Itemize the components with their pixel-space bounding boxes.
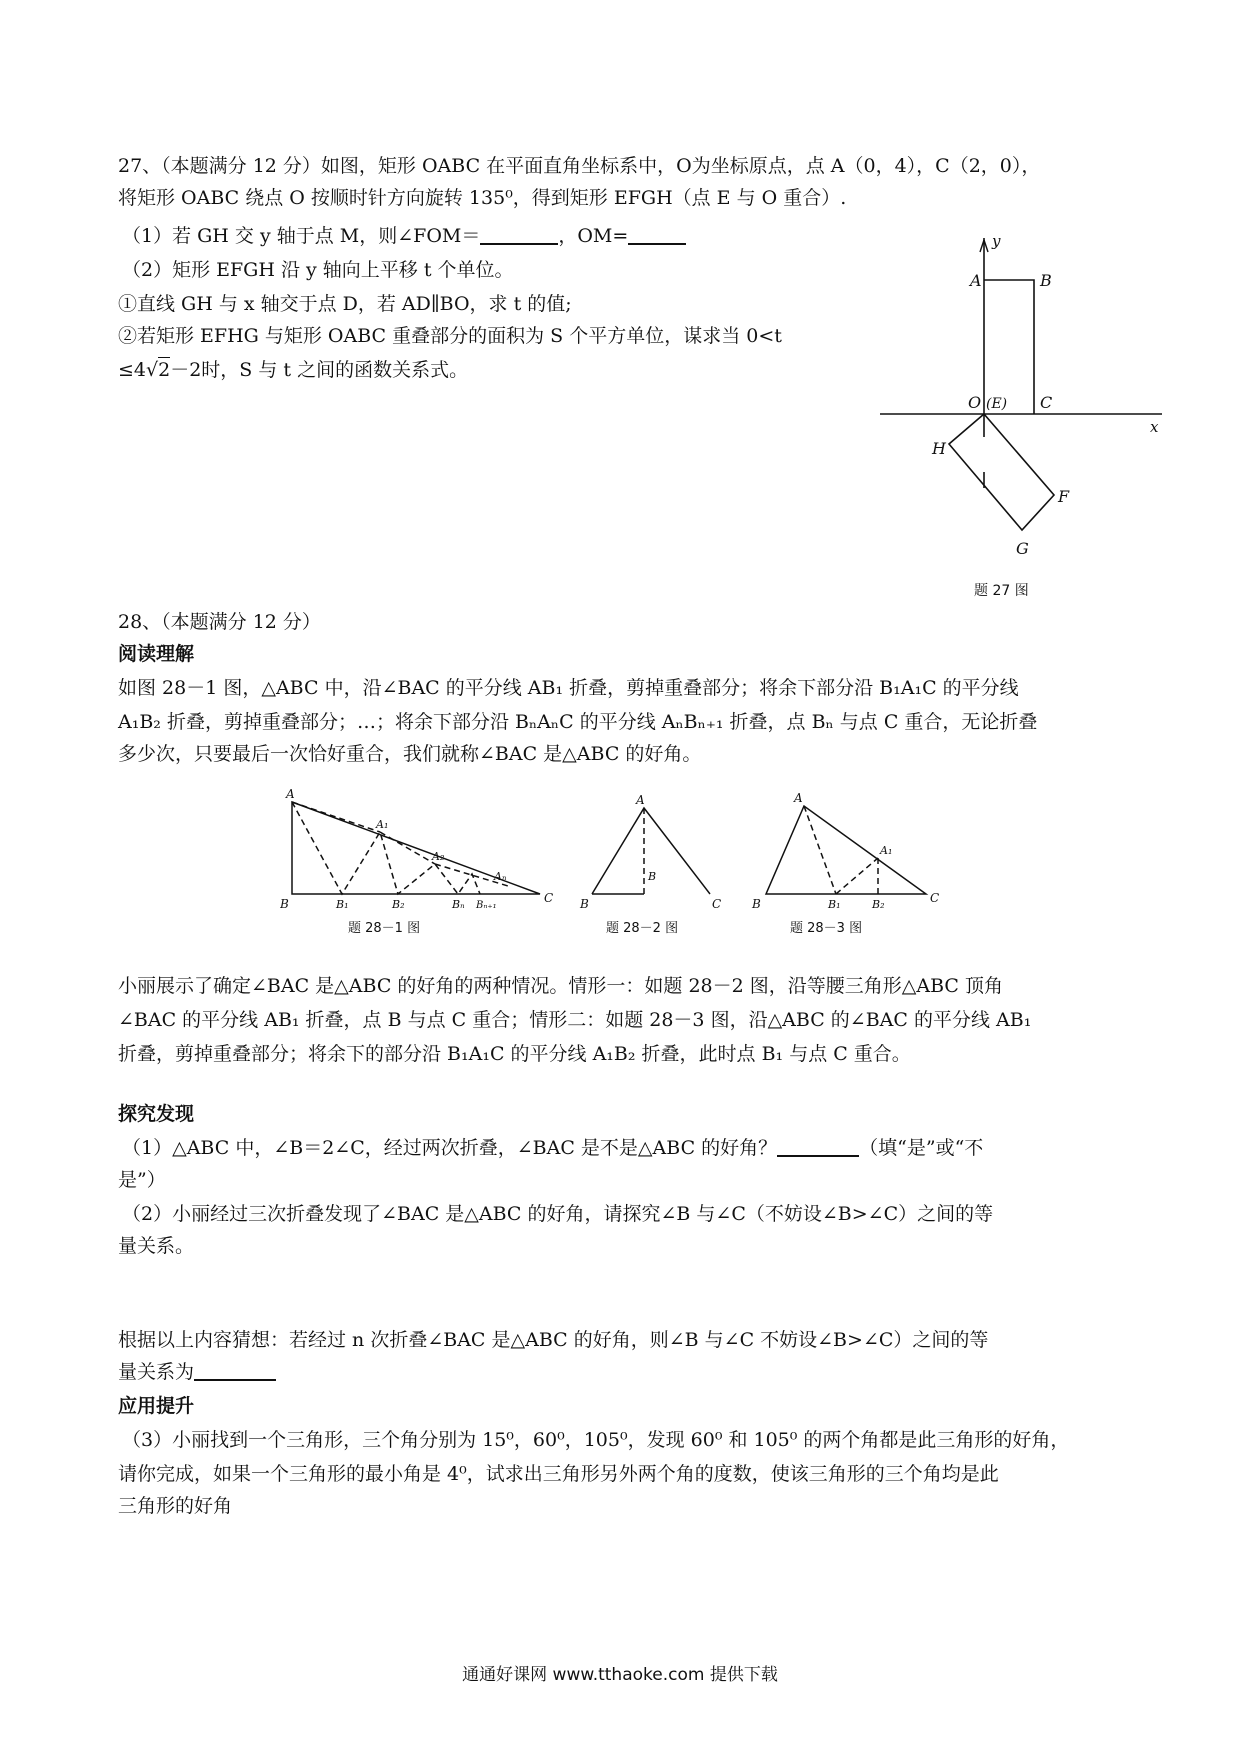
explore-q1-text: （1）△ABC 中，∠B＝2∠C，经过两次折叠，∠BAC 是不是△ABC 的好角？ bbox=[122, 1137, 778, 1159]
q28-header: 28、（本题满分 12 分） bbox=[118, 611, 321, 633]
f3-label-b: B bbox=[752, 897, 761, 911]
rectangle-oabc bbox=[984, 280, 1034, 414]
reading-line1: 如图 28－1 图，△ABC 中，沿∠BAC 的平分线 AB₁ 折叠，剪掉重叠部分；将余下部分沿 B₁A₁C 的平分线 bbox=[118, 677, 1019, 699]
reading-title: 阅读理解 bbox=[118, 643, 195, 665]
label-e: (E) bbox=[986, 396, 1008, 412]
f1-label-b1: B₁ bbox=[336, 898, 349, 911]
fold-lines-28-1 bbox=[292, 802, 508, 894]
reading-line2: A₁B₂ 折叠，剪掉重叠部分；…；将余下部分沿 BₙAₙC 的平分线 AₙBₙ₊₁ 折叠，点 Bₙ 与点 C 重合，无论折叠 bbox=[118, 711, 1038, 733]
footer: 通通好课网 www.tthaoke.com 提供下载 bbox=[462, 1665, 778, 1685]
rectangle-efgh bbox=[949, 414, 1054, 530]
f3-label-a: A bbox=[794, 791, 803, 805]
figure-28-3 bbox=[766, 806, 926, 894]
figure-27 bbox=[870, 232, 1170, 622]
explore-q1-end: 是”） bbox=[118, 1169, 166, 1191]
q27-part1-text-b: ，OM= bbox=[558, 225, 629, 247]
label-b: B bbox=[1040, 271, 1052, 290]
fold-lines-28-3 bbox=[804, 806, 878, 894]
q27-intro-line1: 27、（本题满分 12 分）如图，矩形 OABC 在平面直角坐标系中，O为坐标原点，点 A（0，4），C（2，0）， bbox=[118, 155, 1041, 177]
q27-intro-line2: 将矩形 OABC 绕点 O 按顺时针方向旋转 135⁰，得到矩形 EFGH（点 E 与 O 重合）. bbox=[118, 187, 847, 209]
f1-label-c: C bbox=[544, 891, 554, 905]
blank-om[interactable] bbox=[628, 223, 686, 245]
reading-line3: 多少次，只要最后一次恰好重合，我们就称∠BAC 是△ABC 的好角。 bbox=[118, 743, 702, 765]
figure-28-1-caption: 题 28－1 图 bbox=[348, 921, 421, 936]
q27-part2-iii bbox=[118, 356, 468, 384]
label-y: y bbox=[992, 232, 1001, 250]
f1-label-an: Aₙ bbox=[494, 870, 507, 883]
f2-label-c: C bbox=[712, 897, 722, 911]
f1-label-a1: A₁ bbox=[376, 818, 389, 831]
guess-text: 量关系为 bbox=[118, 1361, 195, 1383]
f2-label-b1: B bbox=[648, 870, 657, 883]
blank-good-angle[interactable] bbox=[777, 1135, 859, 1157]
label-a: A bbox=[970, 271, 982, 290]
label-f: F bbox=[1058, 487, 1070, 506]
q27-part2-iii-pre: ≤4 bbox=[118, 359, 147, 381]
f2-label-b: B bbox=[580, 897, 589, 911]
q27-part2-i: ①直线 GH 与 x 轴交于点 D，若 AD∥BO，求 t 的值; bbox=[118, 293, 572, 315]
blank-fom[interactable] bbox=[480, 223, 558, 245]
explore-q2-line1: （2）小丽经过三次折叠发现了∠BAC 是△ABC 的好角，请探究∠B 与∠C（不妨设∠B>∠C）之间的等 bbox=[122, 1203, 994, 1225]
q27-part2-iii-post: －2时，S 与 t 之间的函数关系式。 bbox=[170, 359, 469, 381]
f3-label-c: C bbox=[930, 891, 940, 905]
apply-title: 应用提升 bbox=[118, 1395, 195, 1417]
label-x: x bbox=[1150, 418, 1159, 436]
explore-q2-line2: 量关系。 bbox=[118, 1235, 195, 1257]
apply-line3: 三角形的好角 bbox=[118, 1495, 233, 1517]
f3-label-a1: A₁ bbox=[880, 844, 893, 857]
f1-label-a2: A₂ bbox=[432, 850, 445, 863]
explore-q1 bbox=[122, 1134, 983, 1162]
explore-q1-hint: （填“是”或“不 bbox=[859, 1137, 984, 1159]
sqrt-sign: √ bbox=[146, 359, 159, 381]
q27-part1 bbox=[122, 222, 686, 250]
figure-28-3-caption: 题 28－3 图 bbox=[790, 921, 863, 936]
q27-part2: （2）矩形 EFGH 沿 y 轴向上平移 t 个单位。 bbox=[122, 259, 514, 281]
guess-line2 bbox=[118, 1358, 276, 1386]
sqrt-radicand: 2 bbox=[158, 359, 171, 381]
f1-label-b: B bbox=[280, 897, 289, 911]
apply-line2: 请你完成，如果一个三角形的最小角是 4⁰，试求出三角形另外两个角的度数，使该三角形的三个角均是此 bbox=[118, 1463, 999, 1485]
explore-title: 探究发现 bbox=[118, 1103, 195, 1125]
f1-label-a: A bbox=[286, 787, 295, 801]
figures-28 bbox=[280, 782, 960, 942]
label-g: G bbox=[1016, 539, 1029, 558]
f3-label-b1: B₁ bbox=[828, 898, 841, 911]
figure-28-2-caption: 题 28－2 图 bbox=[606, 921, 679, 936]
blank-relation[interactable] bbox=[194, 1359, 276, 1381]
figure-27-caption: 题 27 图 bbox=[974, 583, 1029, 599]
q27-part2-ii: ②若矩形 EFHG 与矩形 OABC 重叠部分的面积为 S 个平方单位，谋求当 0<t bbox=[118, 325, 782, 347]
f2-label-a: A bbox=[636, 793, 645, 807]
situation-line1: 小丽展示了确定∠BAC 是△ABC 的好角的两种情况。情形一：如题 28－2 图，沿等腰三角形△ABC 顶角 bbox=[118, 975, 1003, 997]
situation-line3: 折叠，剪掉重叠部分；将余下的部分沿 B₁A₁C 的平分线 A₁B₂ 折叠，此时点 B₁ 与点 C 重合。 bbox=[118, 1043, 911, 1065]
apply-line1: （3）小丽找到一个三角形，三个角分别为 15⁰，60⁰，105⁰，发现 60⁰ 和 105⁰ 的两个角都是此三角形的好角， bbox=[122, 1429, 1070, 1451]
label-o: O bbox=[968, 393, 982, 412]
f1-label-b2: B₂ bbox=[392, 898, 405, 911]
f1-label-bn1: Bₙ₊₁ bbox=[476, 900, 497, 911]
q27-part1-text-a: （1）若 GH 交 y 轴于点 M，则∠FOM＝ bbox=[122, 225, 481, 247]
f3-label-b2: B₂ bbox=[872, 898, 885, 911]
triangle-28-3 bbox=[766, 806, 926, 894]
label-h: H bbox=[932, 439, 946, 458]
situation-line2: ∠BAC 的平分线 AB₁ 折叠，点 B 与点 C 重合；情形二：如题 28－3 图，沿△ABC 的∠BAC 的平分线 AB₁ bbox=[118, 1009, 1032, 1031]
f1-label-bn: Bₙ bbox=[452, 898, 465, 911]
guess-line1: 根据以上内容猜想：若经过 n 次折叠∠BAC 是△ABC 的好角，则∠B 与∠C 不妨设∠B>∠C）之间的等 bbox=[118, 1329, 989, 1351]
label-c: C bbox=[1040, 393, 1053, 412]
